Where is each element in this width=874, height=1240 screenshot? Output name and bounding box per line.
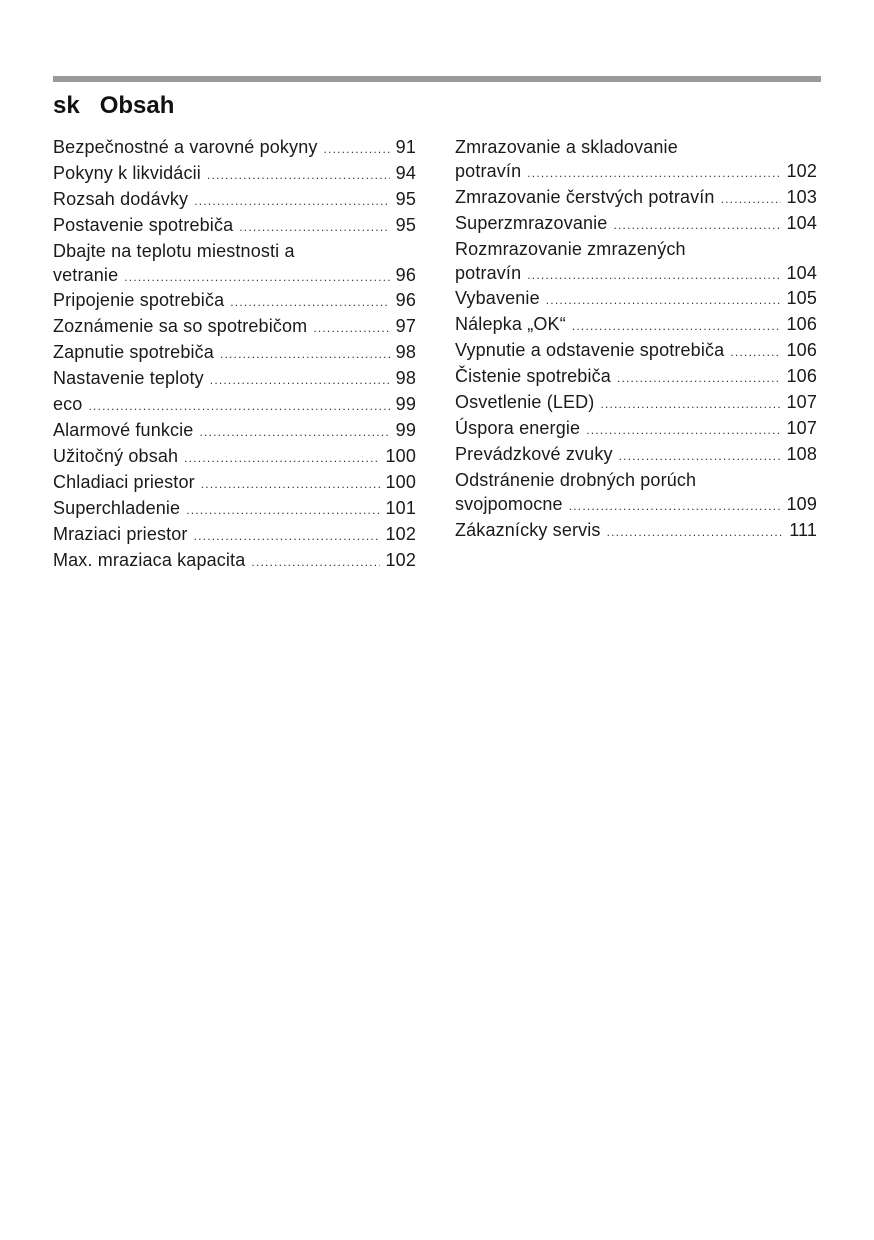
toc-entry-label: Rozsah dodávky	[53, 188, 189, 209]
toc-entry-page-number: 104	[786, 212, 817, 233]
dot-leader	[124, 266, 389, 290]
toc-entry-page-number: 98	[395, 342, 416, 363]
toc-entry-page-number: 106	[786, 314, 817, 335]
dot-leader	[251, 551, 379, 575]
toc-entry[interactable]	[53, 136, 416, 162]
toc-entry-label: Postavenie spotrebiča	[53, 214, 234, 235]
toc-entry[interactable]	[53, 471, 416, 497]
toc-entry[interactable]	[455, 287, 817, 313]
toc-column-left	[53, 136, 416, 574]
toc-entry-page-number: 94	[395, 162, 416, 183]
toc-entry[interactable]	[455, 136, 817, 186]
dot-leader	[194, 190, 389, 214]
toc-entry-page-number: 103	[786, 186, 817, 207]
toc-entry-label: Zmrazovanie čerstvých potravín	[455, 186, 715, 207]
toc-entry-label: Nastavenie teploty	[53, 368, 204, 389]
dot-leader	[617, 367, 781, 391]
toc-entry-label: vetranie	[53, 264, 119, 285]
toc-entry-label: Prevádzkové zvuky	[455, 443, 613, 464]
toc-entry-page-number: 111	[789, 519, 817, 540]
toc-entry-page-number: 100	[385, 471, 416, 492]
toc-entry-page-number: 107	[786, 392, 817, 413]
toc-entry[interactable]	[455, 417, 817, 443]
dot-leader	[194, 525, 380, 549]
page-title	[53, 90, 174, 122]
toc-entry-page-number: 107	[786, 417, 817, 438]
toc-entry-page-number: 96	[395, 290, 416, 311]
toc-entry-label-line1: Rozmrazovanie zmrazených	[455, 238, 686, 259]
dot-leader	[210, 369, 390, 393]
title-text: Obsah	[99, 92, 175, 119]
toc-entry[interactable]	[53, 162, 416, 188]
dot-leader	[527, 162, 780, 186]
toc-entry[interactable]	[455, 339, 817, 365]
dot-leader	[207, 164, 390, 188]
dot-leader	[201, 473, 380, 497]
toc-entry-page-number: 106	[786, 340, 817, 361]
toc-entry[interactable]	[53, 367, 416, 393]
toc-entry-page-number: 104	[786, 262, 817, 283]
toc-entry-label-line1: Dbajte na teplotu miestnosti a	[53, 240, 295, 261]
toc-entry-page-number: 100	[385, 445, 416, 466]
toc-entry-label: Čistenie spotrebiča	[455, 366, 611, 387]
toc-entry[interactable]	[455, 443, 817, 469]
toc-entry-page-number: 101	[385, 497, 416, 518]
toc-entry-label: Nálepka „OK“	[455, 314, 566, 335]
toc-entry-label: eco	[53, 394, 83, 415]
dot-leader	[613, 214, 780, 238]
toc-entry-label: Vybavenie	[455, 288, 540, 309]
dot-leader	[184, 447, 379, 471]
toc-entry-page-number: 99	[395, 419, 416, 440]
dot-leader	[186, 499, 379, 523]
toc-entry[interactable]	[53, 315, 416, 341]
dot-leader	[220, 343, 390, 367]
toc-entry-label: Mraziaci priestor	[53, 523, 188, 544]
toc-entry-page-number: 96	[395, 264, 416, 285]
dot-leader	[730, 341, 780, 365]
dot-leader	[324, 138, 390, 162]
toc-entry-label: Pokyny k likvidácii	[53, 162, 201, 183]
toc-entry-label: Superzmrazovanie	[455, 212, 608, 233]
dot-leader	[572, 315, 781, 339]
dot-leader	[313, 317, 389, 341]
toc-entry-page-number: 97	[395, 316, 416, 337]
dot-leader	[230, 291, 389, 315]
toc-entry[interactable]	[455, 313, 817, 339]
toc-entry[interactable]	[455, 238, 817, 288]
toc-entry[interactable]	[53, 393, 416, 419]
toc-entry[interactable]	[455, 212, 817, 238]
toc-entry[interactable]	[53, 240, 416, 290]
toc-entry-label: Zákaznícky servis	[455, 519, 601, 540]
toc-entry[interactable]	[53, 341, 416, 367]
dot-leader	[527, 264, 780, 288]
dot-leader	[721, 188, 781, 212]
dot-leader	[239, 216, 389, 240]
dot-leader	[569, 495, 781, 519]
toc-entry-page-number: 99	[395, 394, 416, 415]
toc-entry[interactable]	[53, 419, 416, 445]
toc-entry[interactable]	[455, 391, 817, 417]
toc-entry-label: Alarmové funkcie	[53, 419, 194, 440]
toc-entry-page-number: 98	[395, 368, 416, 389]
toc-entry-label: Superchladenie	[53, 497, 181, 518]
toc-entry-label: Užitočný obsah	[53, 445, 179, 466]
toc-entry-page-number: 109	[786, 493, 817, 514]
toc-entry-label: Pripojenie spotrebiča	[53, 290, 225, 311]
toc-entry-label: potravín	[455, 160, 522, 181]
toc-entry-label: potravín	[455, 262, 522, 283]
toc-entry-label-line1: Odstránenie drobných porúch	[455, 469, 697, 490]
language-code: sk	[53, 92, 80, 119]
toc-entry-label: Zapnutie spotrebiča	[53, 342, 214, 363]
toc-column-right	[455, 136, 817, 545]
dot-leader	[199, 421, 389, 445]
toc-entry[interactable]	[53, 214, 416, 240]
toc-entry-page-number: 95	[395, 214, 416, 235]
toc-entry-label: Bezpečnostné a varovné pokyny	[53, 137, 318, 157]
dot-leader	[88, 395, 389, 419]
toc-entry-page-number: 91	[395, 137, 416, 157]
toc-entry-page-number: 102	[385, 523, 416, 544]
toc-entry[interactable]	[53, 188, 416, 214]
toc-entry[interactable]	[53, 289, 416, 315]
toc-entry-page-number: 106	[786, 366, 817, 387]
toc-entry-label: Vypnutie a odstavenie spotrebiča	[455, 340, 725, 361]
toc-entry[interactable]	[455, 186, 817, 212]
toc-entry-page-number: 95	[395, 188, 416, 209]
toc-entry[interactable]	[53, 549, 416, 575]
toc-entry[interactable]	[53, 523, 416, 549]
dot-leader	[600, 393, 780, 417]
toc-entry[interactable]	[455, 469, 817, 519]
dot-leader	[607, 521, 784, 545]
dot-leader	[619, 445, 781, 469]
toc-entry[interactable]	[455, 365, 817, 391]
toc-entry-label: svojpomocne	[455, 493, 563, 514]
toc-entry-label: Max. mraziaca kapacita	[53, 549, 246, 570]
toc-entry-page-number: 102	[786, 160, 817, 181]
toc-entry[interactable]	[53, 445, 416, 471]
header-rule	[53, 76, 821, 82]
toc-entry-page-number: 105	[786, 288, 817, 309]
dot-leader	[546, 289, 781, 313]
toc-entry-page-number: 108	[786, 443, 817, 464]
toc-entry-label: Zoznámenie sa so spotrebičom	[53, 316, 308, 337]
toc-entry[interactable]	[455, 519, 817, 545]
toc-entry-page-number: 102	[385, 549, 416, 570]
toc-entry-label: Osvetlenie (LED)	[455, 392, 595, 413]
dot-leader	[586, 419, 780, 443]
toc-entry-label-line1: Zmrazovanie a skladovanie	[455, 137, 678, 157]
toc-entry[interactable]	[53, 497, 416, 523]
toc-entry-label: Chladiaci priestor	[53, 471, 195, 492]
toc-entry-label: Úspora energie	[455, 417, 581, 438]
